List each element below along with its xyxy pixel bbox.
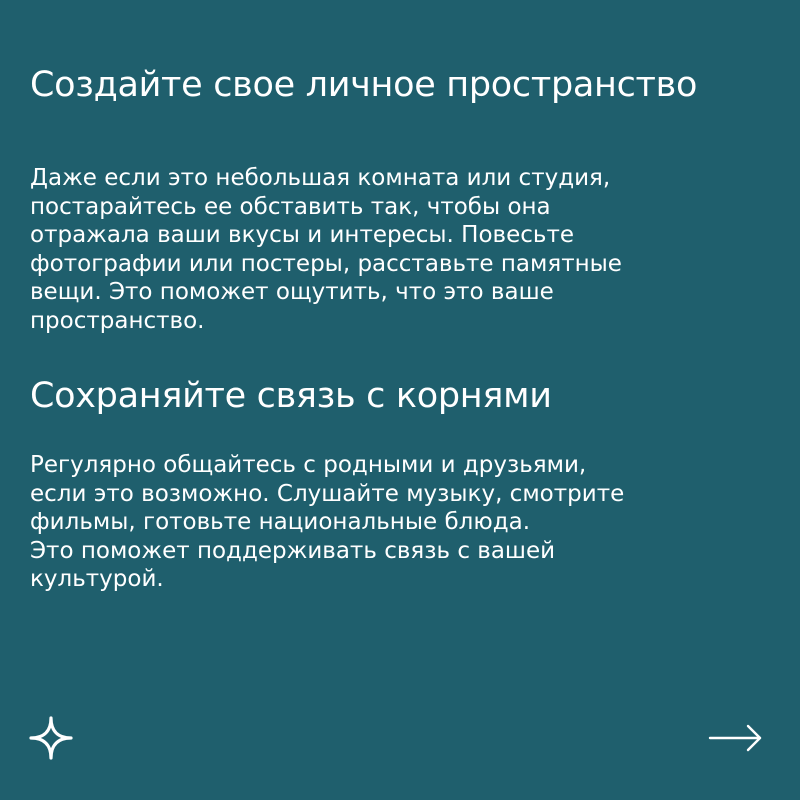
section-title-personal-space: Создайте свое личное пространство (30, 65, 698, 105)
arrow-right-icon[interactable] (708, 714, 764, 762)
section-title-roots: Сохраняйте связь с корнями (30, 376, 552, 416)
section-text-roots: Регулярно общайтесь с родными и друзьями, если это возможно. Слушайте музыку, смотрите фильмы, готовьте национальные блюда. Это поможет поддерживать связь с вашей культурой. (30, 452, 625, 592)
sparkle-icon (27, 714, 75, 762)
section-text-personal-space: Даже если это небольшая комната или студия, постарайтесь ее обставить так, чтобы она отражала ваши вкусы и интересы. Повесьте фотографии или постеры, расставьте памятные вещи. Это поможет ощутить, что это ваше пространство. (30, 165, 622, 334)
